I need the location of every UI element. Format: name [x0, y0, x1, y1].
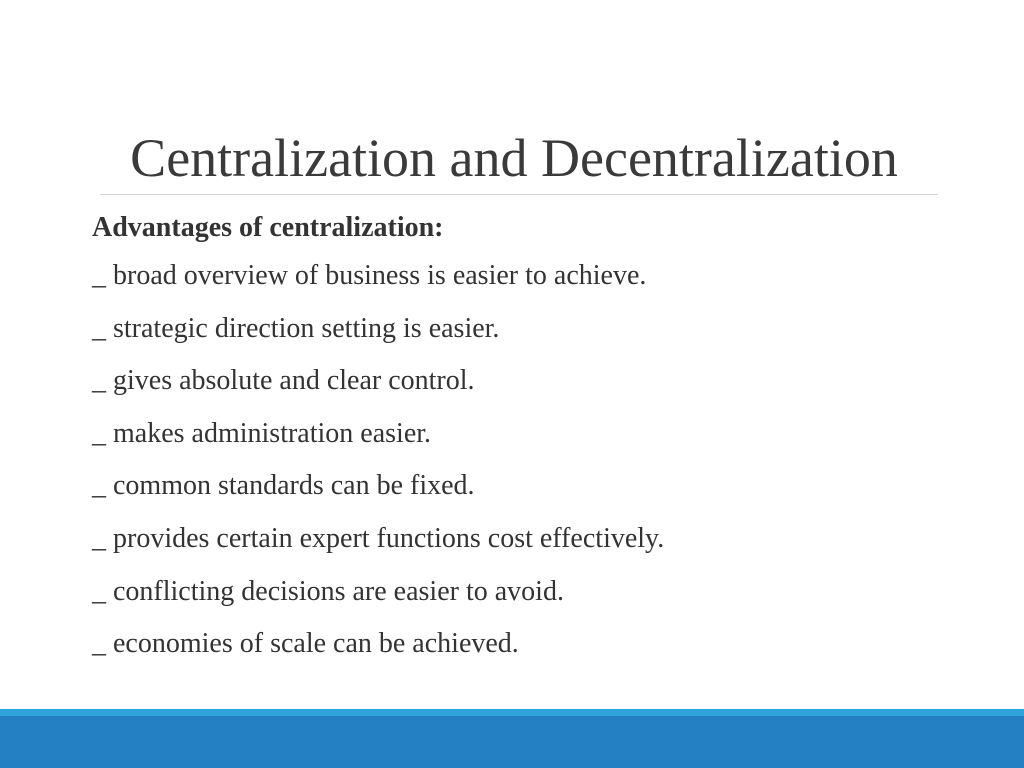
footer-band: [0, 716, 1024, 768]
slide-body: [92, 206, 952, 675]
footer-accent-stripe: [0, 709, 1024, 716]
list-item: _ provides certain expert functions cost effectively.: [92, 522, 665, 554]
list-item: _ conflicting decisions are easier to avoid.: [92, 575, 564, 607]
title-divider: [100, 194, 938, 195]
list-item: _ broad overview of business is easier to achieve.: [92, 260, 647, 291]
list-item: _ common standards can be fixed.: [92, 470, 475, 502]
list-item: _ gives absolute and clear control.: [92, 365, 475, 397]
list-item: _ makes administration easier.: [92, 417, 432, 449]
list-item: _ economies of scale can be achieved.: [92, 628, 519, 660]
slide-title: Centralization and Decentralization: [130, 128, 898, 188]
list-item: _ strategic direction setting is easier.: [92, 312, 500, 344]
section-heading: Advantages of centralization:: [92, 212, 444, 243]
